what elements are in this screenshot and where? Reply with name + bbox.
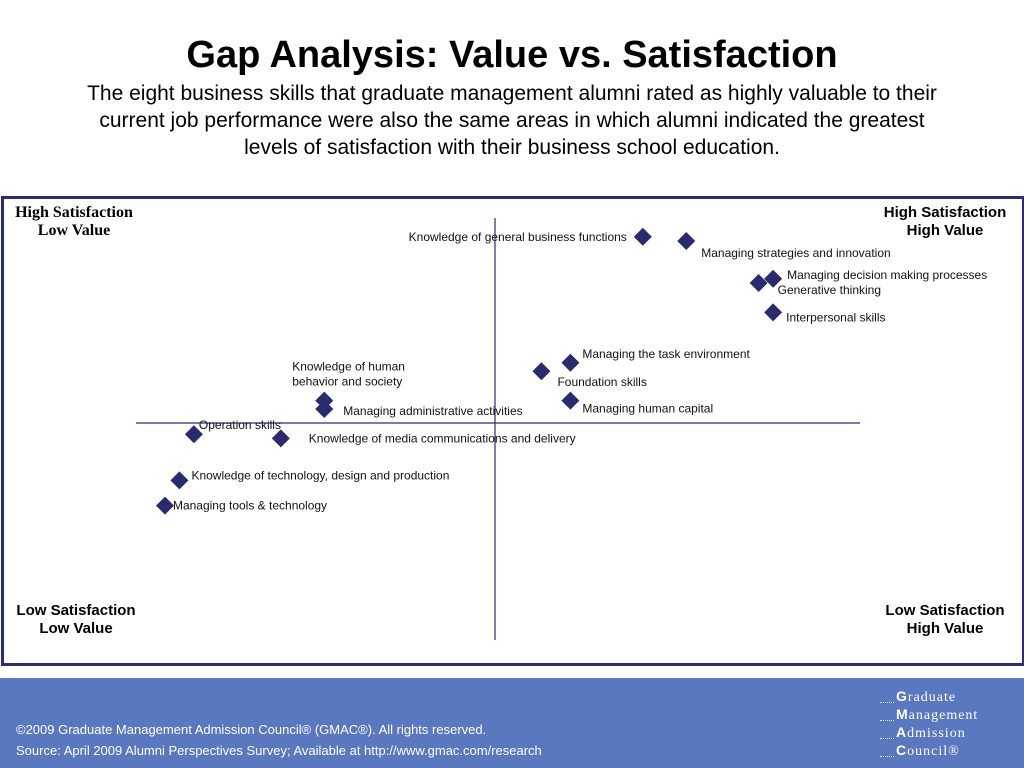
quadrant-label-line: Low Value — [39, 620, 113, 637]
data-point-label: Managing tools & technology — [172, 498, 328, 513]
data-point-marker — [561, 392, 579, 410]
data-point-marker — [634, 228, 652, 246]
logo-word: ouncil® — [907, 744, 960, 759]
data-point-marker — [561, 354, 579, 372]
quadrant-label-line: High Value — [906, 620, 984, 637]
data-point-label: Managing administrative activities — [343, 404, 523, 418]
quadrant-label-top-right — [872, 204, 1018, 240]
copyright-text: ©2009 Graduate Management Admission Council® (GMAC®). All rights reserved. — [16, 722, 487, 737]
data-point-label: Knowledge of media communications and delivery — [308, 431, 576, 446]
data-point-label: Knowledge of technology, design and production — [191, 468, 450, 483]
data-point-label: Interpersonal skills — [786, 310, 886, 325]
data-point-label: Knowledge of human behavior and society — [292, 359, 405, 389]
quadrant-label-bottom-right — [872, 602, 1018, 638]
data-point-marker — [750, 274, 768, 292]
data-point-marker — [764, 303, 782, 321]
data-point-label: Managing the task environment — [582, 346, 750, 361]
data-point-label: Foundation skills — [557, 375, 647, 390]
logo-line — [880, 742, 978, 760]
data-point-marker — [170, 471, 188, 489]
logo-word: dmission — [907, 726, 966, 741]
logo-initial: C — [896, 742, 908, 758]
logo-line — [880, 706, 978, 724]
data-point-marker — [156, 497, 174, 515]
data-point-marker — [677, 232, 695, 250]
quadrant-label-line: High Satisfaction — [883, 204, 1007, 221]
logo-line — [880, 688, 978, 706]
data-point-label: Managing decision making processes — [787, 267, 988, 282]
subtitle-line: levels of satisfaction with their business school education. — [244, 136, 780, 159]
logo-initial: M — [896, 706, 909, 722]
footer-bar — [0, 678, 1024, 768]
page-title: Gap Analysis: Value vs. Satisfaction — [186, 34, 838, 76]
quadrant-label-line: Low Satisfaction — [885, 602, 1005, 619]
logo-initial: G — [896, 688, 908, 704]
data-point-label: Managing strategies and innovation — [701, 246, 891, 260]
quadrant-label-line: Low Value — [37, 222, 111, 239]
subtitle-line: current job performance were also the same areas in which alumni indicated the greatest — [99, 109, 925, 132]
data-point-label: Knowledge of general business functions — [408, 229, 627, 244]
data-point-marker — [532, 362, 550, 380]
source-text: Source: April 2009 Alumni Perspectives Survey; Available at http://www.gmac.com/research — [16, 743, 542, 758]
quadrant-label-line: Low Satisfaction — [16, 602, 136, 619]
quadrant-label-line: High Value — [906, 222, 984, 239]
data-point-label: Operation skills — [198, 418, 281, 433]
gmac-logo — [880, 688, 978, 760]
data-point-label: Managing human capital — [582, 401, 714, 416]
logo-initial: A — [896, 724, 908, 740]
data-point-label: Generative thinking — [777, 283, 882, 297]
logo-word: anagement — [908, 708, 979, 723]
subtitle-line: The eight business skills that graduate management alumni rated as highly valuable to their — [87, 82, 937, 105]
quadrant-label-line: High Satisfaction — [15, 204, 133, 221]
quadrant-label-bottom-left — [4, 602, 148, 638]
logo-line — [880, 724, 978, 742]
logo-word: raduate — [907, 690, 957, 705]
quadrant-label-top-left — [6, 204, 142, 240]
